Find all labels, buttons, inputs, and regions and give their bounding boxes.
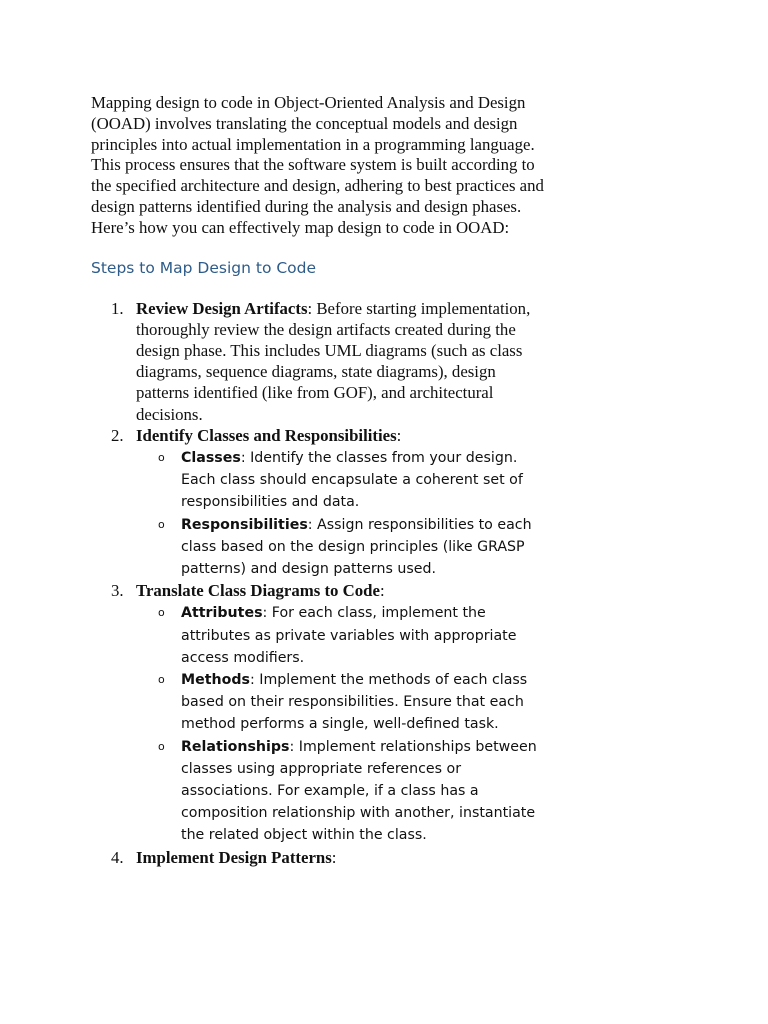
step-title: Review Design Artifacts: [136, 298, 308, 318]
step-number: 1.: [111, 298, 124, 318]
sub-item-text: : Implement the methods of each class based on their responsibilities. Ensure that each method performs a single, well-defined task.: [181, 672, 528, 733]
sub-item-text: : Identify the classes from your design. Each class should encapsulate a coherent set of responsibilities and data.: [181, 450, 523, 511]
sub-item-title: Attributes: [181, 605, 263, 622]
step-colon: :: [331, 847, 337, 867]
step-title: Implement Design Patterns: [136, 847, 332, 867]
sub-item-title: Responsibilities: [181, 516, 308, 533]
section-heading: Steps to Map Design to Code: [91, 258, 317, 277]
hollow-bullet-icon: o: [158, 673, 165, 687]
intro-paragraph: Mapping design to code in Object-Oriented Analysis and Design (OOAD) involves translating the conceptual models and design principles into actual implementation in a programming language. This process ensures that the software system is built according to the specified architecture and design, adhering to best practices and design patterns identified during the analysis and design phases. Here’s how you can effectively map design to code in OOAD:: [91, 93, 544, 237]
step-title: Translate Class Diagrams to Code: [136, 581, 380, 601]
step-colon: :: [379, 581, 385, 601]
sub-item: [136, 602, 551, 669]
hollow-bullet-icon: o: [158, 451, 165, 464]
sub-list: [136, 602, 551, 846]
step-number: 4.: [111, 847, 124, 867]
document-page: [91, 93, 551, 868]
step-item: [91, 425, 551, 580]
sub-item: [136, 669, 551, 736]
step-title: Identify Classes and Responsibilities: [136, 425, 397, 445]
steps-list: [91, 298, 551, 868]
sub-list: [136, 447, 551, 580]
step-item: [91, 580, 551, 846]
sub-item-title: Classes: [181, 450, 241, 466]
hollow-bullet-icon: o: [158, 517, 165, 531]
sub-item: [136, 736, 551, 847]
sub-item-text: : Implement relationships between classes using appropriate references or associations. For example, if a class has a composition relationship with another, instantiate the related object within the class.: [181, 738, 537, 844]
sub-item: [136, 447, 551, 514]
step-colon: :: [396, 425, 402, 445]
sub-item-title: Relationships: [181, 738, 290, 755]
step-item: [91, 847, 551, 868]
step-item: [91, 298, 551, 425]
sub-item-text: : For each class, implement the attributes as private variables with appropriate access modifiers.: [181, 605, 517, 666]
hollow-bullet-icon: o: [158, 739, 165, 753]
step-colon: :: [307, 298, 313, 318]
sub-item-title: Methods: [181, 672, 250, 689]
step-text: Before starting implementation, thoroughly review the design artifacts created during the design phase. This includes UML diagrams (such as class diagrams, sequence diagrams, state diagrams), design patterns identified (like from GOF), and architectural decisions.: [136, 298, 531, 424]
sub-item: [136, 514, 551, 581]
step-number: 3.: [111, 581, 124, 601]
step-number: 2.: [111, 425, 124, 445]
hollow-bullet-icon: o: [158, 606, 165, 620]
sub-item-text: : Assign responsibilities to each class based on the design principles (like GRASP patterns) and design patterns used.: [181, 516, 532, 578]
